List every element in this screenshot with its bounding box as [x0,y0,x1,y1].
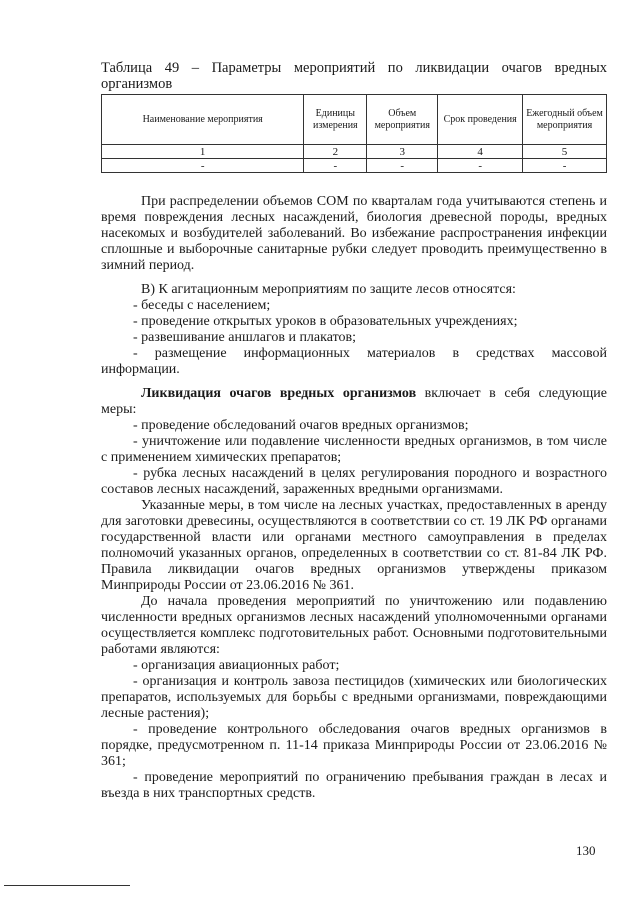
list-item: - организация авиационных работ; [133,658,340,673]
table-cell: - [304,159,367,173]
paragraph-rest: включает в себя следующие меры: [101,386,607,417]
table-header-row [102,95,607,145]
paragraph [101,386,607,418]
table-caption: Таблица 49 – Параметры мероприятий по ликвидации очагов вредных организмов [101,60,607,92]
list-item: - проведение мероприятий по ограничению пребывания граждан в лесах и въезда в них транспортных средств. [101,770,607,801]
table-row [102,145,607,159]
table-row [102,159,607,173]
column-number: 5 [523,145,607,159]
list-item: - организация и контроль завоза пестицидов (химических или биологических препаратов, используемых для борьбы с вредными организмами, повреждающими лесные растения); [101,674,607,721]
list-item: - проведение контрольного обследования очагов вредных организмов в порядке, предусмотренном п. 11-14 приказа Минприроды России от 23.06.2016 № 361; [101,722,607,769]
paragraph: Указанные меры, в том числе на лесных участках, предоставленных в аренду для заготовки древесины, осуществляются в соответствии со ст. 19 ЛК РФ органами государственной власти или органами местного самоуправления в пределах полномочий указанных органов, определенных в соответствии со ст. 81-84 ЛК РФ. Правила ликвидации очагов вредных организмов утверждены приказом Минприроды России от 23.06.2016 № 361. [101,498,607,593]
list-item: - проведение обследований очагов вредных организмов; [133,418,469,433]
column-number: 1 [102,145,304,159]
paragraph: При распределении объемов СОМ по кварталам года учитываются степень и время повреждения лесных насаждений, биология древесной породы, вредных насекомых и возбудителей заболеваний. Во избежание распространения инфекции сплошные и выборочные санитарные рубки следует проводить преимущественно в зимний период. [101,194,607,273]
paragraph: До начала проведения мероприятий по уничтожению или подавлению численности вредных организмов лесных насаждений уполномоченными органами осуществляется комплекс подготовительных работ. Основными подготовительными работами являются: [101,594,607,657]
paragraph: В) К агитационным мероприятиям по защите лесов относятся: [141,282,516,297]
header-cell-term: Срок проведения [438,95,523,145]
column-number: 4 [438,145,523,159]
list-item: - развешивание аншлагов и плакатов; [133,330,357,345]
column-number: 3 [367,145,438,159]
parameters-table [101,94,607,173]
list-item: - проведение открытых уроков в образовательных учреждениях; [133,314,518,329]
header-cell-units: Единицы измерения [304,95,367,145]
page-number: 130 [576,843,596,858]
list-item: - рубка лесных насаждений в целях регулирования породного и возрастного составов лесных насаждений, зараженных вредными организмами. [101,466,607,497]
header-cell-annual-volume: Ежегодный объем мероприятия [523,95,607,145]
column-number: 2 [304,145,367,159]
table-cell: - [438,159,523,173]
list-item: - размещение информационных материалов в средствах массовой информации. [101,346,607,377]
header-cell-volume: Объем мероприятия [367,95,438,145]
table-cell: - [102,159,304,173]
table-cell: - [367,159,438,173]
footnote-divider [4,885,130,886]
table-cell: - [523,159,607,173]
body-text [101,194,607,802]
bold-heading: Ликвидация очагов вредных организмов [141,386,417,401]
list-item: - беседы с населением; [133,298,271,313]
header-cell-name: Наименование мероприятия [102,95,304,145]
list-item: - уничтожение или подавление численности вредных организмов, в том числе с применением химических препаратов; [101,434,607,465]
